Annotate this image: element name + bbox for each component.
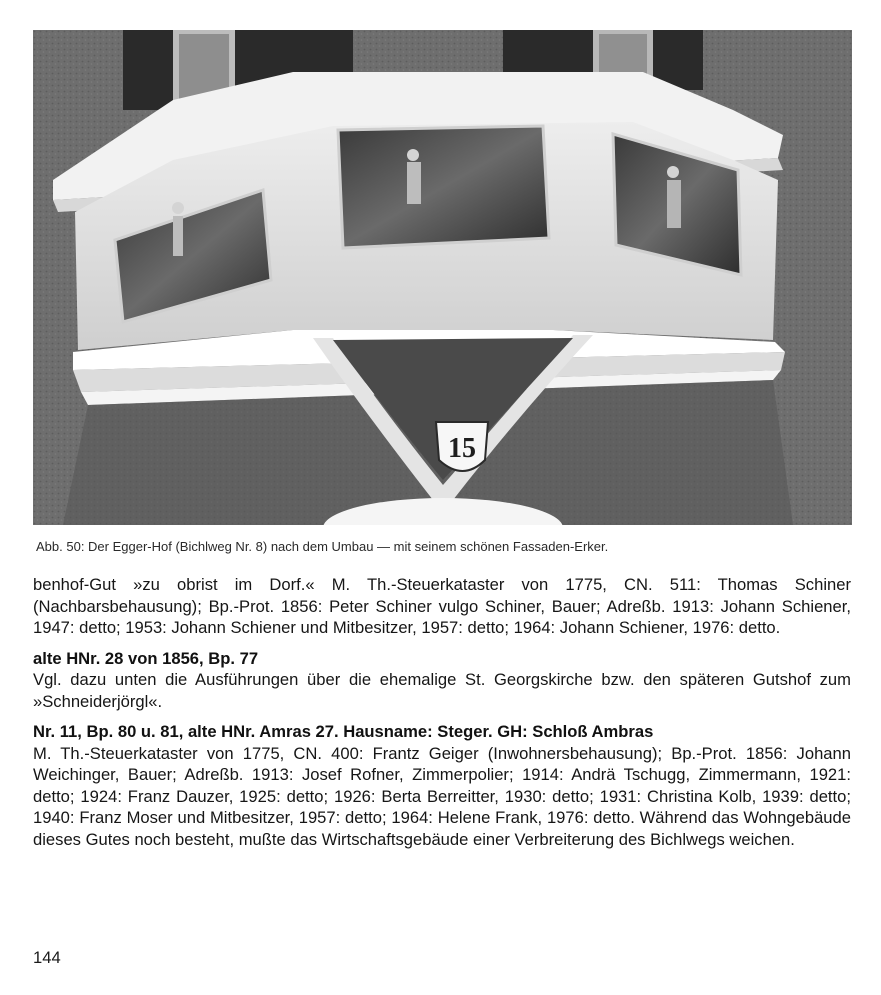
paragraph-3: M. Th.-Steuerkataster von 1775, CN. 400: Frantz Geiger (Inwohnersbehausung); Bp.-Prot. 1856: Johann Weichinger, Bauer; Adreßb. 1913: Josef Rofner, Zimmerpolier; 1914: Andrä Tschugg, Zimmermann, 1921: detto; 1924: Franz Dauzer, 1925: detto; 1926: Berta Berreitter, 1930: detto; 1931: Christina Kolb, 1939: detto; 1940: Franz Moser und Mitbesitzer, 1957: detto; 1964: Helene Frank, 1976: detto. Während das Wohngebäude dieses Gutes noch besteht, mußte das Wirtschaftsgebäude einer Verbreiterung des Bichlwegs weichen.: [33, 743, 851, 849]
house-number-plate: 15: [448, 433, 476, 464]
main-text: [33, 574, 851, 850]
paragraph-2: Vgl. dazu unten die Ausführungen über die ehemalige St. Georgskirche bzw. den späteren Gutshof zum »Schneiderjörgl«.: [33, 670, 851, 711]
entry-heading-2: Nr. 11, Bp. 80 u. 81, alte HNr. Amras 27. Hausname: Steger. GH: Schloß Ambras: [33, 722, 654, 741]
paragraph-1: benhof-Gut »zu obrist im Dorf.« M. Th.-Steuerkataster von 1775, CN. 511: Thomas Schiner (Nachbarsbehausung); Bp.-Prot. 1856: Peter Schiner vulgo Schiner, Bauer; Adreßb. 1913: Johann Schiener, 1947: detto; 1953: Johann Schiener und Mitbesitzer, 1957: detto; 1964: Johann Schiener, 1976: detto.: [33, 575, 851, 637]
photo-facade-oriel: [33, 30, 852, 525]
entry-heading-1: alte HNr. 28 von 1856, Bp. 77: [33, 648, 259, 668]
page-number: 144: [33, 948, 61, 967]
figure-caption: Abb. 50: Der Egger-Hof (Bichlweg Nr. 8) nach dem Umbau — mit seinem schönen Fassaden-Erker.: [36, 539, 609, 554]
